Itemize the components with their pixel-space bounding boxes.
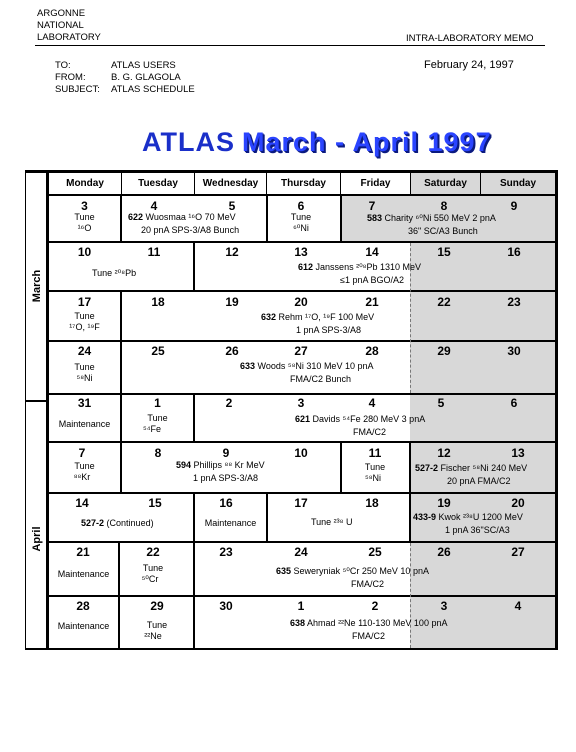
date-apr-29: 29	[150, 599, 164, 613]
experiment-id: 612	[298, 262, 314, 272]
week-rule	[48, 541, 556, 543]
experiment-id: 635	[276, 566, 292, 576]
experiment-633	[240, 361, 373, 371]
experiment-desc: Phillips ⁸⁸ Kr MeV	[193, 460, 265, 470]
date-apr-4: 4	[368, 396, 376, 410]
tune-isotope: ²²Ne	[144, 631, 162, 641]
memo-type: INTRA-LABORATORY MEMO	[406, 33, 534, 44]
date-mar-26: 26	[225, 344, 239, 358]
experiment-id: 632	[261, 312, 277, 322]
experiment-id: 433-9	[413, 512, 437, 522]
experiment-id: 633	[240, 361, 256, 371]
date-apr-20: 20	[511, 496, 525, 510]
experiment-desc: Fischer ⁵⁸Ni 240 MeV	[440, 463, 528, 473]
tune-isotope: ⁸⁸Kr	[73, 472, 91, 482]
date-apr-24: 24	[294, 545, 308, 559]
experiment-details: FMA/C2	[351, 579, 385, 589]
weekend-shading	[410, 172, 556, 649]
maintenance-label: Maintenance	[204, 518, 257, 528]
date-mar-16: 16	[507, 245, 521, 259]
experiment-id: 622	[128, 212, 144, 222]
header-rule	[35, 45, 545, 46]
experiment-594	[176, 460, 265, 470]
tune-isotope: ⁵⁰Cr	[141, 574, 159, 584]
date-may-2: 2	[371, 599, 379, 613]
tune-label: Tune	[290, 212, 312, 222]
experiment-id: 594	[176, 460, 192, 470]
experiment-id: 638	[290, 618, 306, 628]
tune-label: Tune	[74, 362, 95, 372]
date-mar-28: 28	[365, 344, 379, 358]
experiment-desc: Davids ⁵⁴Fe 280 MeV 3 pnA	[312, 414, 426, 424]
tune-isotope: ⁵⁸Ni	[76, 373, 93, 383]
tune-isotope: ⁵⁸Ni	[364, 473, 382, 483]
date-mar-20: 20	[294, 295, 308, 309]
experiment-details: 20 pnA SPS-3/A8 Bunch	[141, 225, 240, 235]
date-apr-10: 10	[294, 446, 308, 460]
experiment-desc: Kwok ²³⁸U 1200 MeV	[438, 512, 523, 522]
org-name-line1: ARGONNE	[37, 8, 86, 19]
experiment-details: ≤1 pnA BGO/A2	[340, 275, 404, 285]
date-apr-6: 6	[510, 396, 518, 410]
date-mar-7: 7	[368, 199, 376, 213]
date-mar-5: 5	[228, 199, 236, 213]
date-may-1: 1	[297, 599, 305, 613]
experiment-details: 1 pnA SPS-3/A8	[296, 325, 362, 335]
experiment-desc: Ahmad ²²Ne 110-130 MeV 100 pnA	[307, 618, 448, 628]
experiment-635	[276, 566, 429, 577]
date-apr-26: 26	[437, 545, 451, 559]
header-sunday: Sunday	[499, 178, 537, 189]
experiment-details: 20 pnA FMA/C2	[447, 476, 511, 486]
date-apr-2: 2	[225, 396, 233, 410]
tune-isotope: ¹⁷O, ¹⁹F	[69, 322, 100, 332]
date-apr-5: 5	[437, 396, 445, 410]
experiment-desc: (Continued)	[106, 518, 154, 528]
week-rule	[48, 340, 556, 342]
subject-value: ATLAS SCHEDULE	[111, 84, 195, 95]
experiment-details: 1 pnA SPS-3/A8	[193, 473, 259, 483]
date-apr-17: 17	[294, 496, 308, 510]
week-rule	[48, 441, 556, 443]
experiment-desc: Charity ⁶⁰Ni 550 MeV 2 pnA	[384, 213, 496, 223]
experiment-632	[261, 312, 374, 322]
date-apr-7: 7	[78, 446, 86, 460]
date-mar-27: 27	[294, 344, 308, 358]
date-mar-15: 15	[437, 245, 451, 259]
month-label-april: April	[31, 526, 43, 552]
date-mar-10: 10	[77, 245, 92, 259]
experiment-621	[295, 414, 425, 424]
maintenance-label: Maintenance	[57, 569, 110, 579]
date-apr-14: 14	[75, 496, 89, 510]
org-name-line3: LABORATORY	[37, 32, 101, 43]
grid-left-border	[25, 170, 26, 650]
memo-date: February 24, 1997	[424, 59, 514, 71]
date-mar-18: 18	[151, 295, 165, 309]
tune-isotope: ⁶⁰Ni	[293, 223, 309, 233]
from-value: B. G. GLAGOLA	[111, 72, 181, 83]
month-label-march: March	[31, 269, 43, 303]
title-atlas: ATLAS	[142, 127, 235, 157]
to-label: TO:	[55, 60, 71, 71]
date-may-3: 3	[440, 599, 448, 613]
date-apr-3: 3	[297, 396, 305, 410]
tune-label: Tune	[142, 563, 164, 573]
experiment-id: 621	[295, 414, 311, 424]
tune-isotope: ¹⁶O	[77, 223, 92, 233]
date-mar-17: 17	[77, 295, 92, 309]
date-mar-30: 30	[507, 344, 521, 358]
week-rule	[48, 595, 556, 597]
tune-u: Tune ²³⁸ U	[311, 517, 353, 527]
experiment-527-2-continued	[81, 518, 154, 528]
week-rule	[48, 492, 556, 494]
date-apr-15: 15	[148, 496, 162, 510]
date-mar-24: 24	[77, 344, 92, 358]
cell-sep	[193, 243, 195, 290]
date-apr-25: 25	[368, 545, 382, 559]
cell-sep	[193, 395, 195, 441]
header-monday: Monday	[66, 178, 104, 189]
experiment-desc: Woods ⁵⁸Ni 310 MeV 10 pnA	[257, 361, 374, 371]
experiment-433-9	[413, 512, 523, 522]
date-mar-12: 12	[225, 245, 239, 259]
tune-label: Tune	[74, 212, 95, 222]
from-label: FROM:	[55, 72, 86, 83]
date-apr-8: 8	[154, 446, 162, 460]
experiment-622	[128, 212, 236, 222]
date-mar-11: 11	[147, 245, 161, 259]
tune-label: Tune	[147, 413, 168, 423]
experiment-583	[367, 213, 496, 224]
tune-label: Tune	[74, 311, 95, 321]
date-mar-13: 13	[294, 245, 308, 259]
date-apr-12: 12	[437, 446, 451, 460]
date-may-4: 4	[514, 599, 522, 613]
experiment-desc: Wuosmaa ¹⁶O 70 MeV	[145, 212, 236, 222]
header-saturday: Saturday	[424, 178, 467, 189]
org-name-line2: NATIONAL	[37, 20, 84, 31]
week-rule	[48, 241, 556, 243]
tune-isotope: ⁵⁴Fe	[142, 424, 162, 434]
header-friday: Friday	[360, 178, 391, 189]
date-apr-27: 27	[511, 545, 525, 559]
date-mar-14: 14	[365, 245, 379, 259]
week-rule	[48, 290, 556, 292]
experiment-id: 527-2	[415, 463, 439, 473]
date-apr-28: 28	[76, 599, 90, 613]
experiment-details: 1 pnA 36"SC/A3	[445, 525, 510, 535]
date-apr-1: 1	[154, 396, 161, 410]
date-mar-21: 21	[365, 295, 379, 309]
grid-bottom-border	[25, 648, 558, 650]
experiment-desc: Rehm ¹⁷O, ¹⁹F 100 MeV	[278, 312, 375, 322]
date-apr-21: 21	[76, 545, 90, 559]
tune-label: Tune	[364, 462, 386, 472]
maintenance-label: Maintenance	[58, 419, 111, 429]
date-apr-16: 16	[219, 496, 233, 510]
date-apr-11: 11	[368, 446, 382, 460]
date-apr-9: 9	[222, 446, 230, 460]
date-mar-29: 29	[437, 344, 451, 358]
month-divider	[25, 400, 48, 402]
experiment-id: 527-2	[81, 518, 105, 528]
to-value: ATLAS USERS	[111, 60, 176, 71]
week-rule	[48, 393, 556, 395]
experiment-details: FMA/C2 Bunch	[290, 374, 352, 384]
date-apr-19: 19	[437, 496, 451, 510]
grid-top-border	[25, 170, 558, 173]
tune-label: Tune	[146, 620, 168, 630]
date-mar-6: 6	[297, 199, 305, 213]
experiment-612	[298, 262, 421, 273]
date-mar-22: 22	[437, 295, 451, 309]
tune-label: Tune	[74, 461, 95, 471]
subject-label: SUBJECT:	[55, 84, 100, 95]
date-apr-22: 22	[146, 545, 160, 559]
experiment-638	[290, 618, 447, 628]
date-mar-31: 31	[77, 396, 92, 410]
experiment-details: FMA/C2	[353, 427, 387, 437]
maintenance-label: Maintenance	[57, 621, 110, 631]
cell-sep	[193, 543, 195, 595]
date-mar-4: 4	[150, 199, 158, 213]
experiment-details: 36" SC/A3 Bunch	[408, 226, 478, 236]
date-mar-25: 25	[151, 344, 165, 358]
date-apr-13: 13	[511, 446, 525, 460]
experiment-desc: Janssens ²⁰⁸Pb 1310 MeV	[315, 262, 422, 272]
header-wednesday: Wednesday	[202, 178, 259, 189]
header-tuesday: Tuesday	[138, 178, 178, 189]
date-apr-30: 30	[219, 599, 233, 613]
date-mar-9: 9	[510, 199, 518, 213]
date-mar-3: 3	[81, 199, 88, 213]
tune-pb: Tune ²⁰⁸Pb	[92, 268, 137, 278]
experiment-527-2	[415, 463, 527, 473]
date-mar-8: 8	[440, 199, 448, 213]
experiment-id: 583	[367, 213, 383, 223]
experiment-details: FMA/C2	[352, 631, 386, 641]
date-apr-18: 18	[365, 496, 379, 510]
date-mar-23: 23	[507, 295, 521, 309]
title-dates: March - April 1997	[242, 127, 492, 157]
experiment-desc: Seweryniak ⁵⁰Cr 250 MeV 10 pnA	[293, 566, 429, 576]
date-apr-23: 23	[219, 545, 233, 559]
date-mar-19: 19	[225, 295, 239, 309]
header-thursday: Thursday	[280, 178, 326, 189]
